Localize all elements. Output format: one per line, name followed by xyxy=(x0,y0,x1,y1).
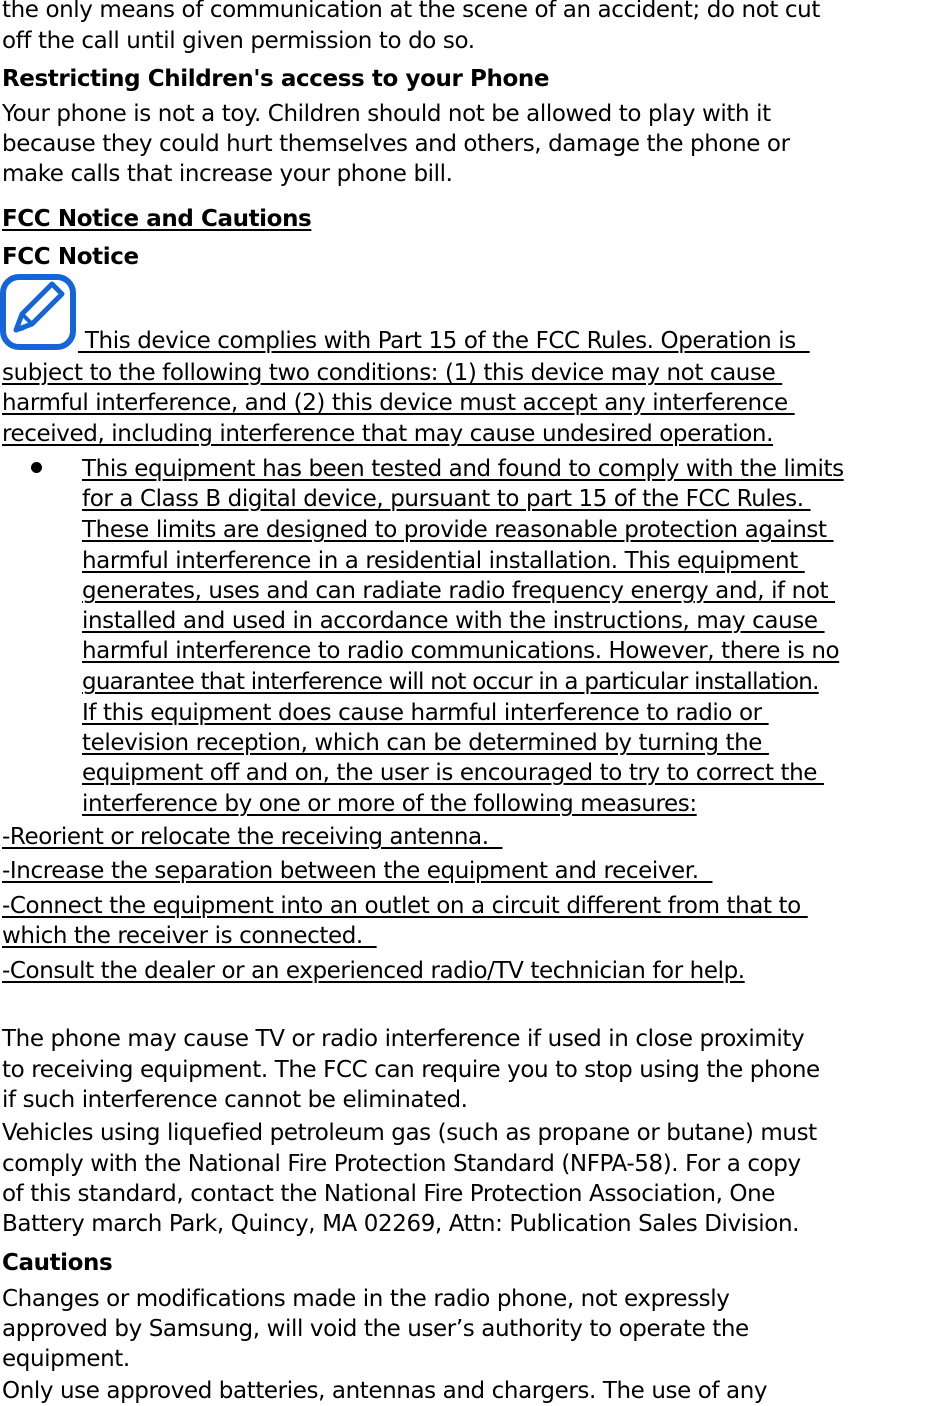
note-text-line: subject to the following two conditions: (1) this device may not cause xyxy=(2,360,783,386)
note-text-line: harmful interference, and (2) this device must accept any interference xyxy=(2,390,795,416)
measure-item: -Reorient or relocate the receiving antenna. xyxy=(2,824,503,850)
bullet-text-line: harmful interference in a residential installation. This equipment xyxy=(82,548,805,574)
bullet-text-line: harmful interference to radio communications. However, there is no xyxy=(82,638,840,664)
bullet-text-line: guarantee that interference will not occur in a particular installation. xyxy=(82,669,819,695)
bullet-text-line: generates, uses and can radiate radio frequency energy and, if not xyxy=(82,578,836,604)
body-text-line: Your phone is not a toy. Children should not be allowed to play with it xyxy=(2,101,771,127)
subsection-heading: Cautions xyxy=(2,1250,113,1276)
subsection-heading: FCC Notice xyxy=(2,244,139,270)
bullet-text-line: If this equipment does cause harmful interference to radio or xyxy=(82,700,769,726)
measure-item: -Increase the separation between the equipment and receiver. xyxy=(2,858,713,884)
bullet-text-line: These limits are designed to provide reasonable protection against xyxy=(82,517,834,543)
bullet-text-line: This equipment has been tested and found to comply with the limits xyxy=(82,456,844,482)
bullet-text-line: television reception, which can be determined by turning the xyxy=(82,730,769,756)
body-text-line: Battery march Park, Quincy, MA 02269, Attn: Publication Sales Division. xyxy=(2,1211,800,1237)
section-title: FCC Notice and Cautions xyxy=(2,206,312,232)
bullet-marker xyxy=(31,462,42,473)
body-text-line: the only means of communication at the scene of an accident; do not cut xyxy=(2,0,820,23)
body-text-line: if such interference cannot be eliminated. xyxy=(2,1087,468,1113)
measure-item: -Connect the equipment into an outlet on a circuit different from that to xyxy=(2,893,808,919)
body-text-line: Only use approved batteries, antennas and chargers. The use of any xyxy=(2,1378,768,1404)
bullet-text-line: equipment off and on, the user is encouraged to try to correct the xyxy=(82,760,824,786)
note-text-line: received, including interference that may cause undesired operation. xyxy=(2,421,773,447)
body-text-line: Changes or modifications made in the radio phone, not expressly xyxy=(2,1286,730,1312)
bullet-text-line: for a Class B digital device, pursuant to part 15 of the FCC Rules. xyxy=(82,486,811,512)
note-text-line: This device complies with Part 15 of the FCC Rules. Operation is xyxy=(78,328,810,354)
body-text-line: The phone may cause TV or radio interference if used in close proximity xyxy=(2,1026,805,1052)
section-heading: Restricting Children's access to your Phone xyxy=(2,66,550,92)
body-text-line: to receiving equipment. The FCC can require you to stop using the phone xyxy=(2,1057,820,1083)
measure-item: which the receiver is connected. xyxy=(2,923,377,949)
body-text-line: comply with the National Fire Protection Standard (NFPA-58). For a copy xyxy=(2,1151,801,1177)
bullet-text-line: installed and used in accordance with the instructions, may cause xyxy=(82,608,825,634)
body-text-line: equipment. xyxy=(2,1346,130,1372)
note-pencil-icon xyxy=(0,274,76,350)
body-text-line: of this standard, contact the National Fire Protection Association, One xyxy=(2,1181,776,1207)
bullet-text-line: interference by one or more of the following measures: xyxy=(82,791,697,817)
body-text-line: make calls that increase your phone bill. xyxy=(2,161,453,187)
body-text-line: approved by Samsung, will void the user’s authority to operate the xyxy=(2,1316,749,1342)
measure-item: -Consult the dealer or an experienced radio/TV technician for help. xyxy=(2,958,745,984)
body-text-line: off the call until given permission to do so. xyxy=(2,28,475,54)
body-text-line: Vehicles using liquefied petroleum gas (such as propane or butane) must xyxy=(2,1120,817,1146)
body-text-line: because they could hurt themselves and others, damage the phone or xyxy=(2,131,790,157)
